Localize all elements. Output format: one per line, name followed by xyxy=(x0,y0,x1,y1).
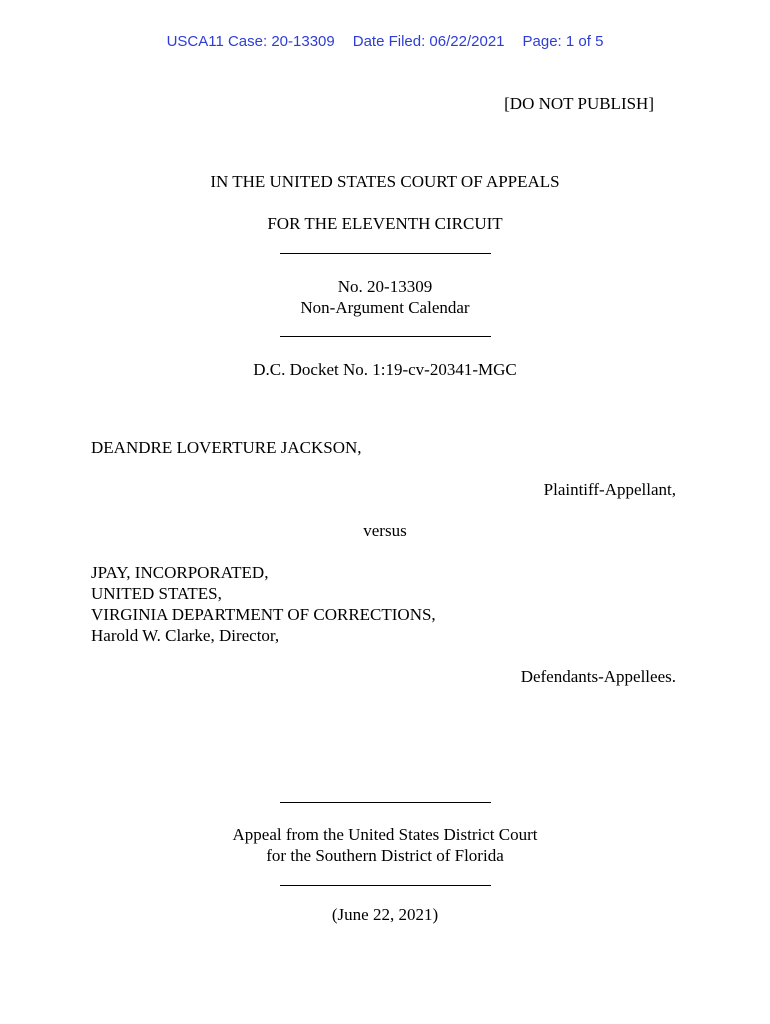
divider xyxy=(280,802,491,803)
court-name: IN THE UNITED STATES COURT OF APPEALS xyxy=(210,172,560,191)
date-filed-stamp: Date Filed: 06/22/2021 xyxy=(352,33,505,50)
appeal-origin: Appeal from the United States District Court xyxy=(232,825,538,844)
publish-note: [DO NOT PUBLISH] xyxy=(504,94,654,113)
versus-label: versus xyxy=(363,521,407,540)
case-number-stamp: USCA11 Case: 20-13309 xyxy=(166,33,335,50)
defendant-name: VIRGINIA DEPARTMENT OF CORRECTIONS, xyxy=(91,605,436,624)
plaintiff-name: DEANDRE LOVERTURE JACKSON, xyxy=(91,438,362,457)
decision-date: (June 22, 2021) xyxy=(331,905,439,924)
filing-stamp xyxy=(0,32,770,52)
defendants-role: Defendants-Appellees. xyxy=(520,667,676,686)
defendant-name: UNITED STATES, xyxy=(91,584,222,603)
circuit-name: FOR THE ELEVENTH CIRCUIT xyxy=(267,214,503,233)
defendant-name: Harold W. Clarke, Director, xyxy=(91,626,280,645)
divider xyxy=(280,885,491,886)
docket-number: D.C. Docket No. 1:19-cv-20341-MGC xyxy=(253,360,517,379)
defendant-name: JPAY, INCORPORATED, xyxy=(91,563,269,582)
plaintiff-role: Plaintiff-Appellant, xyxy=(543,480,676,499)
page-count-stamp: Page: 1 of 5 xyxy=(522,33,604,50)
case-number: No. 20-13309 xyxy=(337,277,433,296)
appeal-district: for the Southern District of Florida xyxy=(266,846,504,865)
divider xyxy=(280,336,491,337)
calendar-type: Non-Argument Calendar xyxy=(300,298,470,317)
divider xyxy=(280,253,491,254)
